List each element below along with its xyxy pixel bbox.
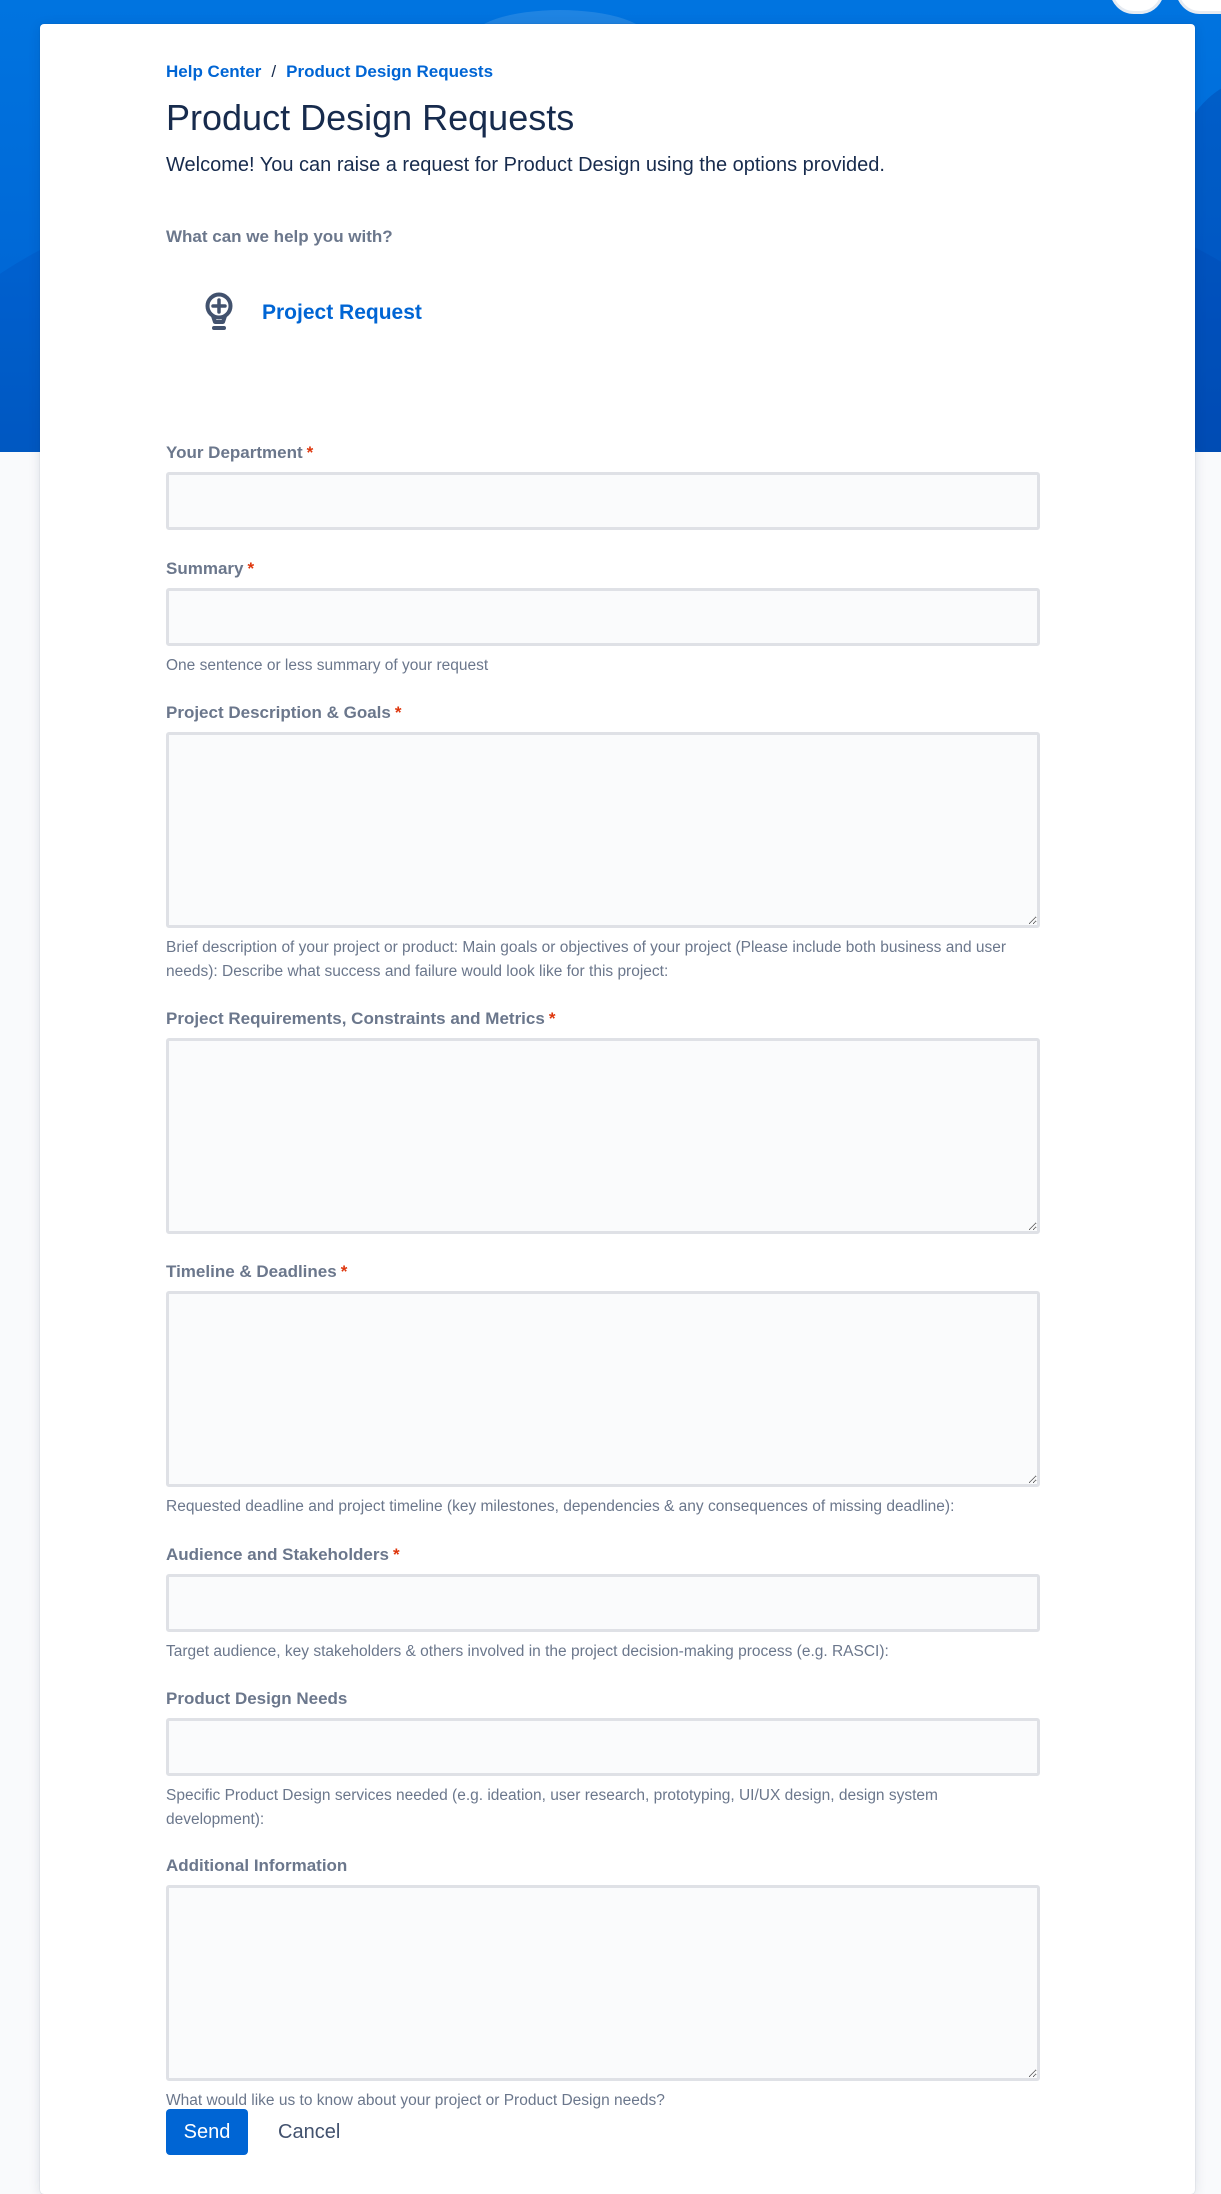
project-description-textarea[interactable]: [166, 732, 1040, 928]
required-marker: *: [340, 1262, 348, 1281]
field-project-description: [166, 702, 1040, 984]
summary-input[interactable]: [166, 588, 1040, 646]
required-marker: *: [394, 703, 402, 722]
field-summary: [166, 558, 1040, 678]
field-additional-information: [166, 1855, 1040, 2113]
request-type-label: Project Request: [262, 301, 422, 324]
field-your-department: [166, 442, 1040, 530]
form-actions: [166, 2109, 340, 2155]
request-form-card: [40, 24, 1195, 2194]
field-label: Project Requirements, Constraints and Metrics *: [166, 1009, 556, 1028]
audience-help-text: Target audience, key stakeholders & others involved in the project decision-making process (e.g. RASCI):: [166, 1643, 889, 1660]
request-type-project-request[interactable]: [204, 292, 422, 334]
breadcrumb: [166, 62, 493, 82]
project-requirements-textarea[interactable]: [166, 1038, 1040, 1234]
design-needs-input[interactable]: [166, 1718, 1040, 1776]
field-audience-stakeholders: [166, 1544, 1040, 1664]
required-marker: *: [548, 1009, 556, 1028]
field-timeline-deadlines: [166, 1261, 1040, 1519]
required-marker: *: [392, 1545, 400, 1564]
required-marker: *: [247, 559, 255, 578]
breadcrumb-product-design-requests[interactable]: Product Design Requests: [286, 62, 494, 81]
additional-info-textarea[interactable]: [166, 1885, 1040, 2081]
additional-info-help-text: What would like us to know about your project or Product Design needs?: [166, 2092, 665, 2109]
field-label: Additional Information: [166, 1856, 348, 1875]
timeline-textarea[interactable]: [166, 1291, 1040, 1487]
design-needs-help-text: Specific Product Design services needed (e.g. ideation, user research, prototyping, UI/UX design, design system development):: [166, 1787, 938, 1828]
lightbulb-icon: [204, 292, 234, 334]
field-project-requirements: [166, 1008, 1040, 1234]
breadcrumb-separator: /: [271, 62, 277, 81]
timeline-help-text: Requested deadline and project timeline (key milestones, dependencies & any consequences of missing deadline):: [166, 1498, 955, 1515]
request-type-prompt: What can we help you with?: [166, 227, 393, 246]
summary-help-text: One sentence or less summary of your request: [166, 657, 489, 674]
required-marker: *: [306, 443, 314, 462]
field-label: Product Design Needs: [166, 1689, 348, 1708]
page-title: Product Design Requests: [166, 97, 575, 138]
breadcrumb-help-center[interactable]: Help Center: [166, 62, 262, 81]
field-label: Audience and Stakeholders *: [166, 1545, 400, 1564]
field-label: Timeline & Deadlines *: [166, 1262, 348, 1281]
department-input[interactable]: [166, 472, 1040, 530]
field-product-design-needs: [166, 1688, 1040, 1832]
field-label: Project Description & Goals *: [166, 703, 402, 722]
project-description-help-text: Brief description of your project or product: Main goals or objectives of your project (Please include both business and user needs): Describe what success and failure would look like for this project:: [166, 939, 1007, 980]
send-button[interactable]: Send: [166, 2109, 248, 2155]
page-intro: Welcome! You can raise a request for Product Design using the options provided.: [166, 154, 885, 176]
field-label: Summary *: [166, 559, 255, 578]
audience-input[interactable]: [166, 1574, 1040, 1632]
field-label: Your Department *: [166, 443, 314, 462]
cancel-button[interactable]: Cancel: [278, 2120, 341, 2143]
